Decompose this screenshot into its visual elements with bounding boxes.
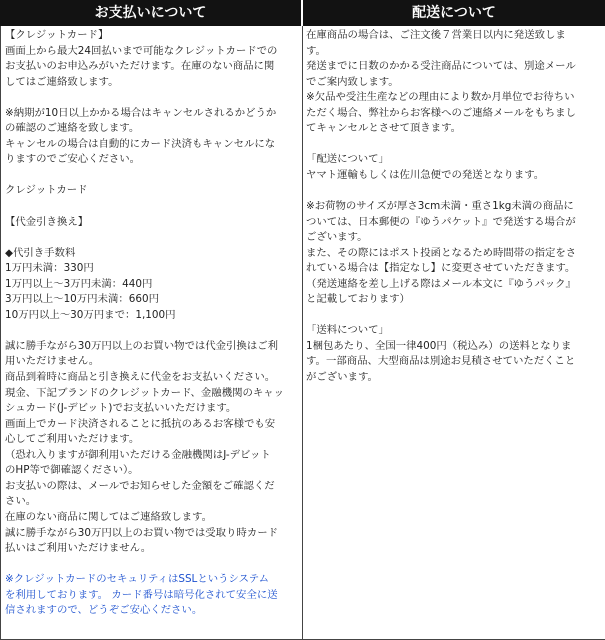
shipping-text-line: （発送連絡を差し上げる際はメール本文に『ゆうパック』 <box>306 277 576 290</box>
payment-text-line: 誠に勝手ながら30万円以上のお買い物では受取り時カード <box>5 526 278 539</box>
shipping-text-line: す。一部商品、大型商品は別途お見積させていただくこと <box>306 355 576 368</box>
shipping-text-line: 在庫商品の場合は、ご注文後７営業日以内に発送致しま <box>306 29 566 41</box>
payment-text-line: さい。 <box>5 495 37 508</box>
payment-text-line: クレジットカード <box>5 184 88 197</box>
payment-text-line: お支払いの際は、メールでお知らせした金額をご確認くだ <box>5 479 275 492</box>
payment-text-line: 誠に勝手ながら30万円以上のお買い物では代金引換はご利 <box>5 339 278 352</box>
payment-text-line: 【クレジットカード】 <box>5 29 109 41</box>
payment-text-line <box>5 90 296 106</box>
shipping-text-line: ※欠品や受注生産などの理由により数か月単位でお待ちい <box>306 91 575 104</box>
payment-text-line <box>5 557 296 573</box>
payment-text-line: 払いはご利用いただけません。 <box>5 542 152 555</box>
payment-text-line: 1万円未満：330円 <box>5 262 94 275</box>
payment-text-line: してはご連絡致します。 <box>5 75 119 88</box>
payment-text-line: 3万円以上～10万円未満：660円 <box>5 293 159 306</box>
shipping-text-line: と記載しております） <box>306 293 410 306</box>
shipping-text-line: ございます。 <box>306 231 368 244</box>
payment-text-line: 信されますので、どうぞご安心ください。 <box>5 604 203 617</box>
payment-text-line: 【代金引き換え】 <box>5 215 89 228</box>
payment-text-line: お支払いのお申込みがいただけます。在庫のない商品に関 <box>5 60 275 73</box>
shipping-text-line: 発送までに日数のかかる受注商品については、別途メール <box>306 60 576 73</box>
payment-text-line: ◆代引き手数料 <box>5 246 76 259</box>
payment-text-line: ※納期が10日以上かかる場合はキャンセルされるかどうか <box>5 106 277 119</box>
shipping-info-column <box>303 26 605 640</box>
shipping-text-line <box>306 137 599 153</box>
payment-text-line <box>5 230 296 246</box>
shipping-text-line <box>306 308 599 324</box>
payment-text-line: シュカード(J-デビット)でお支払いいただけます。 <box>5 402 237 415</box>
shipping-text-line: 「配送について」 <box>306 153 389 166</box>
shipping-text-line: また、その際にはポスト投函となるため時間帯の指定をさ <box>306 246 577 259</box>
payment-text-line: 10万円以上～30万円まで：1,100円 <box>5 308 176 321</box>
payment-text-line <box>5 168 296 184</box>
payment-text-line: を利用しております。 カード番号は暗号化されて安全に送 <box>5 588 278 601</box>
payment-text-line: キャンセルの場合は自動的にカード決済もキャンセルにな <box>5 137 276 150</box>
payment-text-line: 用いただけません。 <box>5 355 100 368</box>
payment-info-column <box>0 26 303 640</box>
payment-text-line: 画面上でカード決済されることに抵抗のあるお客様でも安 <box>5 417 276 430</box>
shipping-text-line: ただく場合、弊社からお客様へのご連絡メールをもちまし <box>306 106 576 119</box>
payment-text-line: 心してご利用いただけます。 <box>5 433 140 446</box>
shipping-text-line: 1梱包あたり、全国一律400円（税込み）の送料となりま <box>306 339 572 352</box>
shipping-text-line: てキャンセルとさせて頂きます。 <box>306 122 462 135</box>
payment-text-line <box>5 199 296 215</box>
shipping-header: 配送について <box>303 0 605 26</box>
shipping-text-line: がございます。 <box>306 371 378 384</box>
payment-text-line: の確認のご連絡を致します。 <box>5 122 140 135</box>
shipping-text-line: す。 <box>306 44 326 57</box>
payment-text-line: ※クレジットカードのセキュリティはSSLというシステム <box>5 573 270 586</box>
shipping-text-line: でご案内致します。 <box>306 75 399 88</box>
payment-header: お支払いについて <box>0 0 301 26</box>
payment-text-line <box>5 323 296 339</box>
shipping-text-line: ヤマト運輸もしくは佐川急便での発送となります。 <box>306 168 545 181</box>
payment-text-line: 在庫のない商品に関してはご連絡致します。 <box>5 510 212 523</box>
shipping-text-line <box>306 183 599 199</box>
payment-text-line: 1万円以上～3万円未満：440円 <box>5 277 153 290</box>
payment-text-line: 現金、下記ブランドのクレジットカード、金融機関のキャッ <box>5 386 285 399</box>
shipping-text-line: 「送料について」 <box>306 324 389 337</box>
payment-text-line: 画面上から最大24回払いまで可能なクレジットカードでの <box>5 44 278 57</box>
payment-text-line: りますのでご安心ください。 <box>5 153 141 166</box>
shipping-text-line: ついては、日本郵便の『ゆうパケット』で発送する場合が <box>306 215 576 228</box>
shipping-text-line: ※お荷物のサイズが厚さ3cm未満・重さ1kg未満の商品に <box>306 200 574 213</box>
payment-text-line: （恐れ入りますが御利用いただける金融機関はJ-デビット <box>5 448 271 461</box>
payment-text-line: のHP等で御確認ください）。 <box>5 464 139 477</box>
payment-text-line: 商品到着時に商品と引き換えに代金をお支払いください。 <box>5 371 276 384</box>
shipping-text-line: れている場合は【指定なし】に変更させていただきます。 <box>306 262 576 275</box>
